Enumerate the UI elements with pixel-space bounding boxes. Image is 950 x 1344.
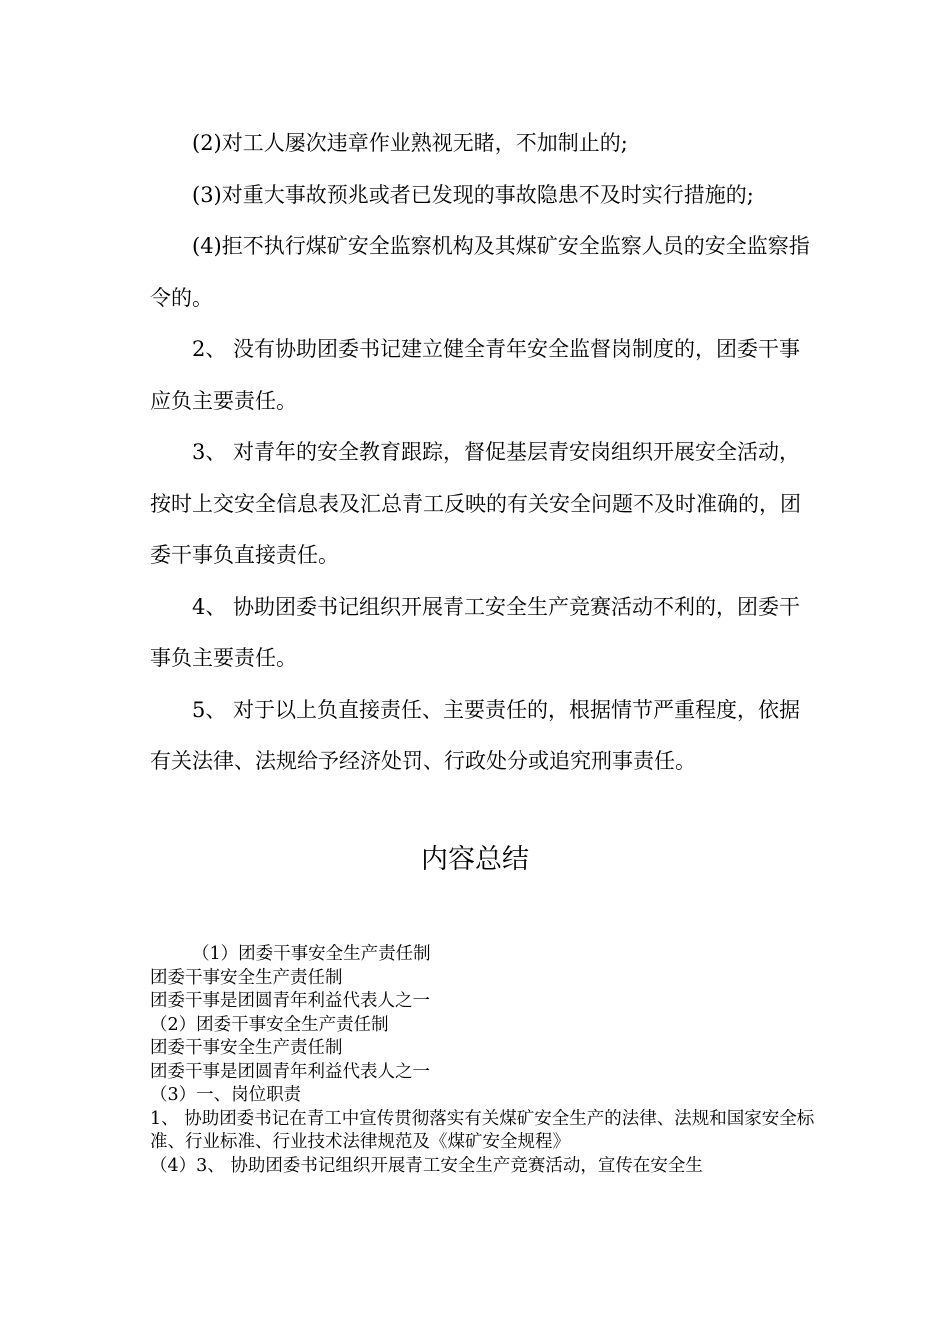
paragraph-responsibility-2: 2、 没有协助团委书记建立健全青年安全监督岗制度的，团委干事应负主要责任。 xyxy=(150,337,801,413)
summary-title: 内容总结 xyxy=(421,844,529,875)
paragraph-item-2: (2)对工人屡次违章作业熟视无睹，不加制止的; xyxy=(192,131,628,155)
paragraph-responsibility-4: 4、 协助团委书记组织开展青工安全生产竞赛活动不利的，团委干事负主要责任。 xyxy=(150,594,801,670)
summary-line: （4）3、 协助团委书记组织开展青工安全生产竞赛活动，宣传在安全生 xyxy=(150,1155,703,1176)
paragraph-item-3: (3)对重大事故预兆或者已发现的事故隐患不及时实行措施的; xyxy=(192,182,754,207)
summary-line: 1、 协助团委书记在青工中宣传贯彻落实有关煤矿安全生产的法律、法规和国家安全标准、行业标准、行业技术法律规范及《煤矿安全规程》 xyxy=(150,1108,815,1152)
summary-line: （2）团委干事安全生产责任制 xyxy=(150,1014,389,1035)
summary-line: 团委干事是团圆青年利益代表人之一 xyxy=(150,1061,430,1082)
paragraph-responsibility-3: 3、 对青年的安全教育跟踪，督促基层青安岗组织开展安全活动，按时上交安全信息表及汇总青工反映的有关安全问题不及时准确的，团委干事负直接责任。 xyxy=(150,440,801,567)
summary-section xyxy=(150,943,815,1178)
summary-line: 团委干事安全生产责任制 xyxy=(150,967,343,988)
paragraph-responsibility-5: 5、 对于以上负直接责任、主要责任的，根据情节严重程度，依据有关法律、法规给予经济处罚、行政处分或追究刑事责任。 xyxy=(150,697,801,773)
summary-line: （3）一、岗位职责 xyxy=(150,1085,302,1105)
paragraph-item-4: (4)拒不执行煤矿安全监察机构及其煤矿安全监察人员的安全监察指令的。 xyxy=(150,234,810,310)
summary-line: 团委干事是团圆青年利益代表人之一 xyxy=(150,991,430,1011)
document-body xyxy=(150,118,810,788)
summary-line: 团委干事安全生产责任制 xyxy=(150,1038,343,1058)
summary-line: （1）团委干事安全生产责任制 xyxy=(192,944,431,964)
